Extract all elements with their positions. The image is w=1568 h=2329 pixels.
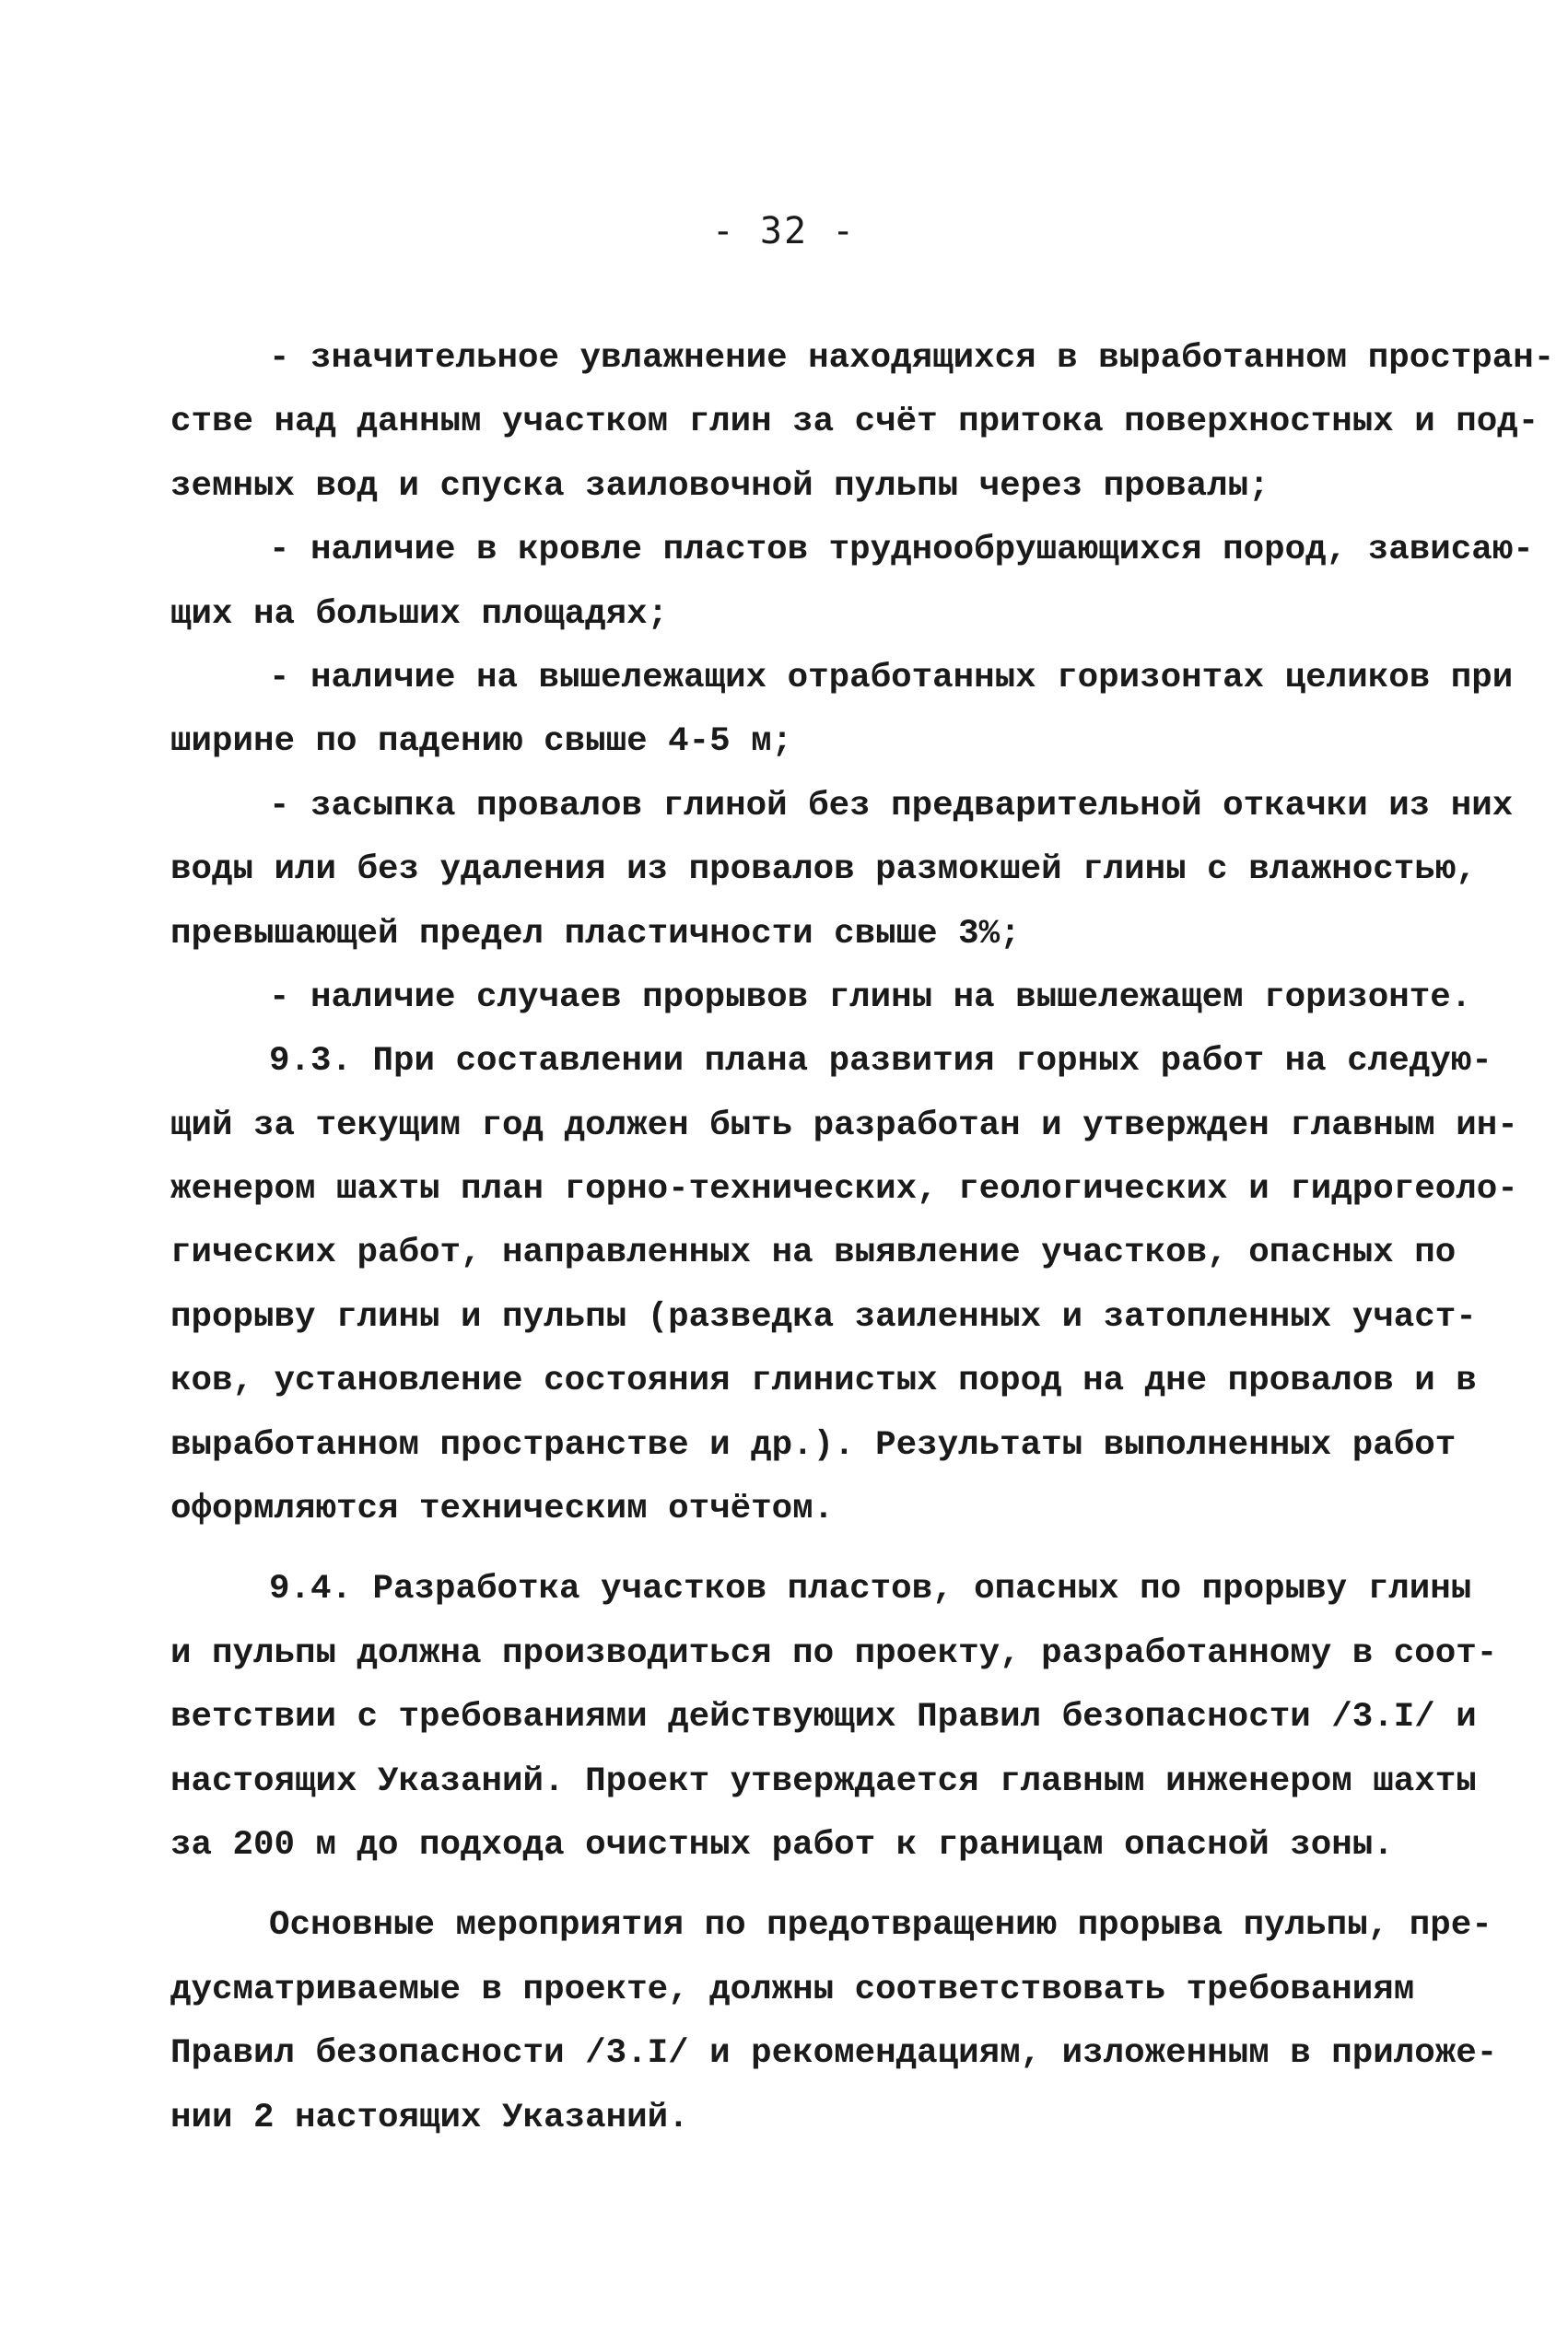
text-line: - наличие в кровле пластов труднообрушающихся пород, зависаю- [269, 531, 1534, 570]
text-line: Правил безопасности /3.I/ и рекомендациям, изложенным в приложе- [170, 2034, 1498, 2074]
text-line: превышающей предел пластичности свыше 3%; [170, 914, 1021, 954]
text-line: 9.4. Разработка участков пластов, опасных по прорыву глины [269, 1570, 1472, 1609]
text-line: ветствии с требованиями действующих Правил безопасности /3.I/ и [170, 1698, 1477, 1738]
text-line: - значительное увлажнение находящихся в выработанном простран- [269, 339, 1555, 378]
text-line: за 200 м до подхода очистных работ к границам опасной зоны. [170, 1825, 1394, 1865]
text-line: дусматриваемые в проекте, должны соответствовать требованиям [170, 1970, 1415, 2009]
text-line: 9.3. При составлении плана развития горных работ на следую- [269, 1042, 1492, 1082]
text-line: ков, установление состояния глинистых пород на дне провалов и в [170, 1362, 1477, 1401]
text-line: - наличие случаев прорывов глины на вышележащем горизонте. [269, 977, 1472, 1017]
text-line: земных вод и спуска заиловочной пульпы через провалы; [170, 466, 1270, 506]
text-line: гических работ, направленных на выявление участков, опасных по [170, 1234, 1457, 1273]
text-line: нии 2 настоящих Указаний. [170, 2098, 689, 2137]
text-line: и пульпы должна производиться по проекту, разработанному в соот- [170, 1633, 1498, 1673]
text-line: щих на больших площадях; [170, 594, 669, 634]
text-line: Основные мероприятия по предотвращению прорыва пульпы, пре- [269, 1906, 1492, 1946]
text-line: ширине по падению свыше 4-5 м; [170, 722, 793, 762]
text-line: настоящих Указаний. Проект утверждается главным инженером шахты [170, 1761, 1477, 1801]
body-text [170, 327, 1555, 2150]
text-line: воды или без удаления из провалов размокшей глины с влажностью, [170, 850, 1477, 890]
text-line: - засыпка провалов глиной без предварительной откачки из них [269, 786, 1514, 825]
text-line: стве над данным участком глин за счёт притока поверхностных и под- [170, 403, 1539, 442]
text-line: щий за текущим год должен быть разработан и утвержден главным ин- [170, 1106, 1518, 1145]
text-line: - наличие на вышележащих отработанных горизонтах целиков при [269, 658, 1514, 697]
page-number: - 32 - [711, 210, 857, 252]
text-line: прорыву глины и пульпы (разведка заиленных и затопленных участ- [170, 1297, 1477, 1337]
text-line: оформляются техническим отчётом. [170, 1490, 835, 1529]
text-line: выработанном пространстве и др.). Результаты выполненных работ [170, 1425, 1457, 1465]
text-line: женером шахты план горно-технических, геологических и гидрогеоло- [170, 1170, 1518, 1210]
